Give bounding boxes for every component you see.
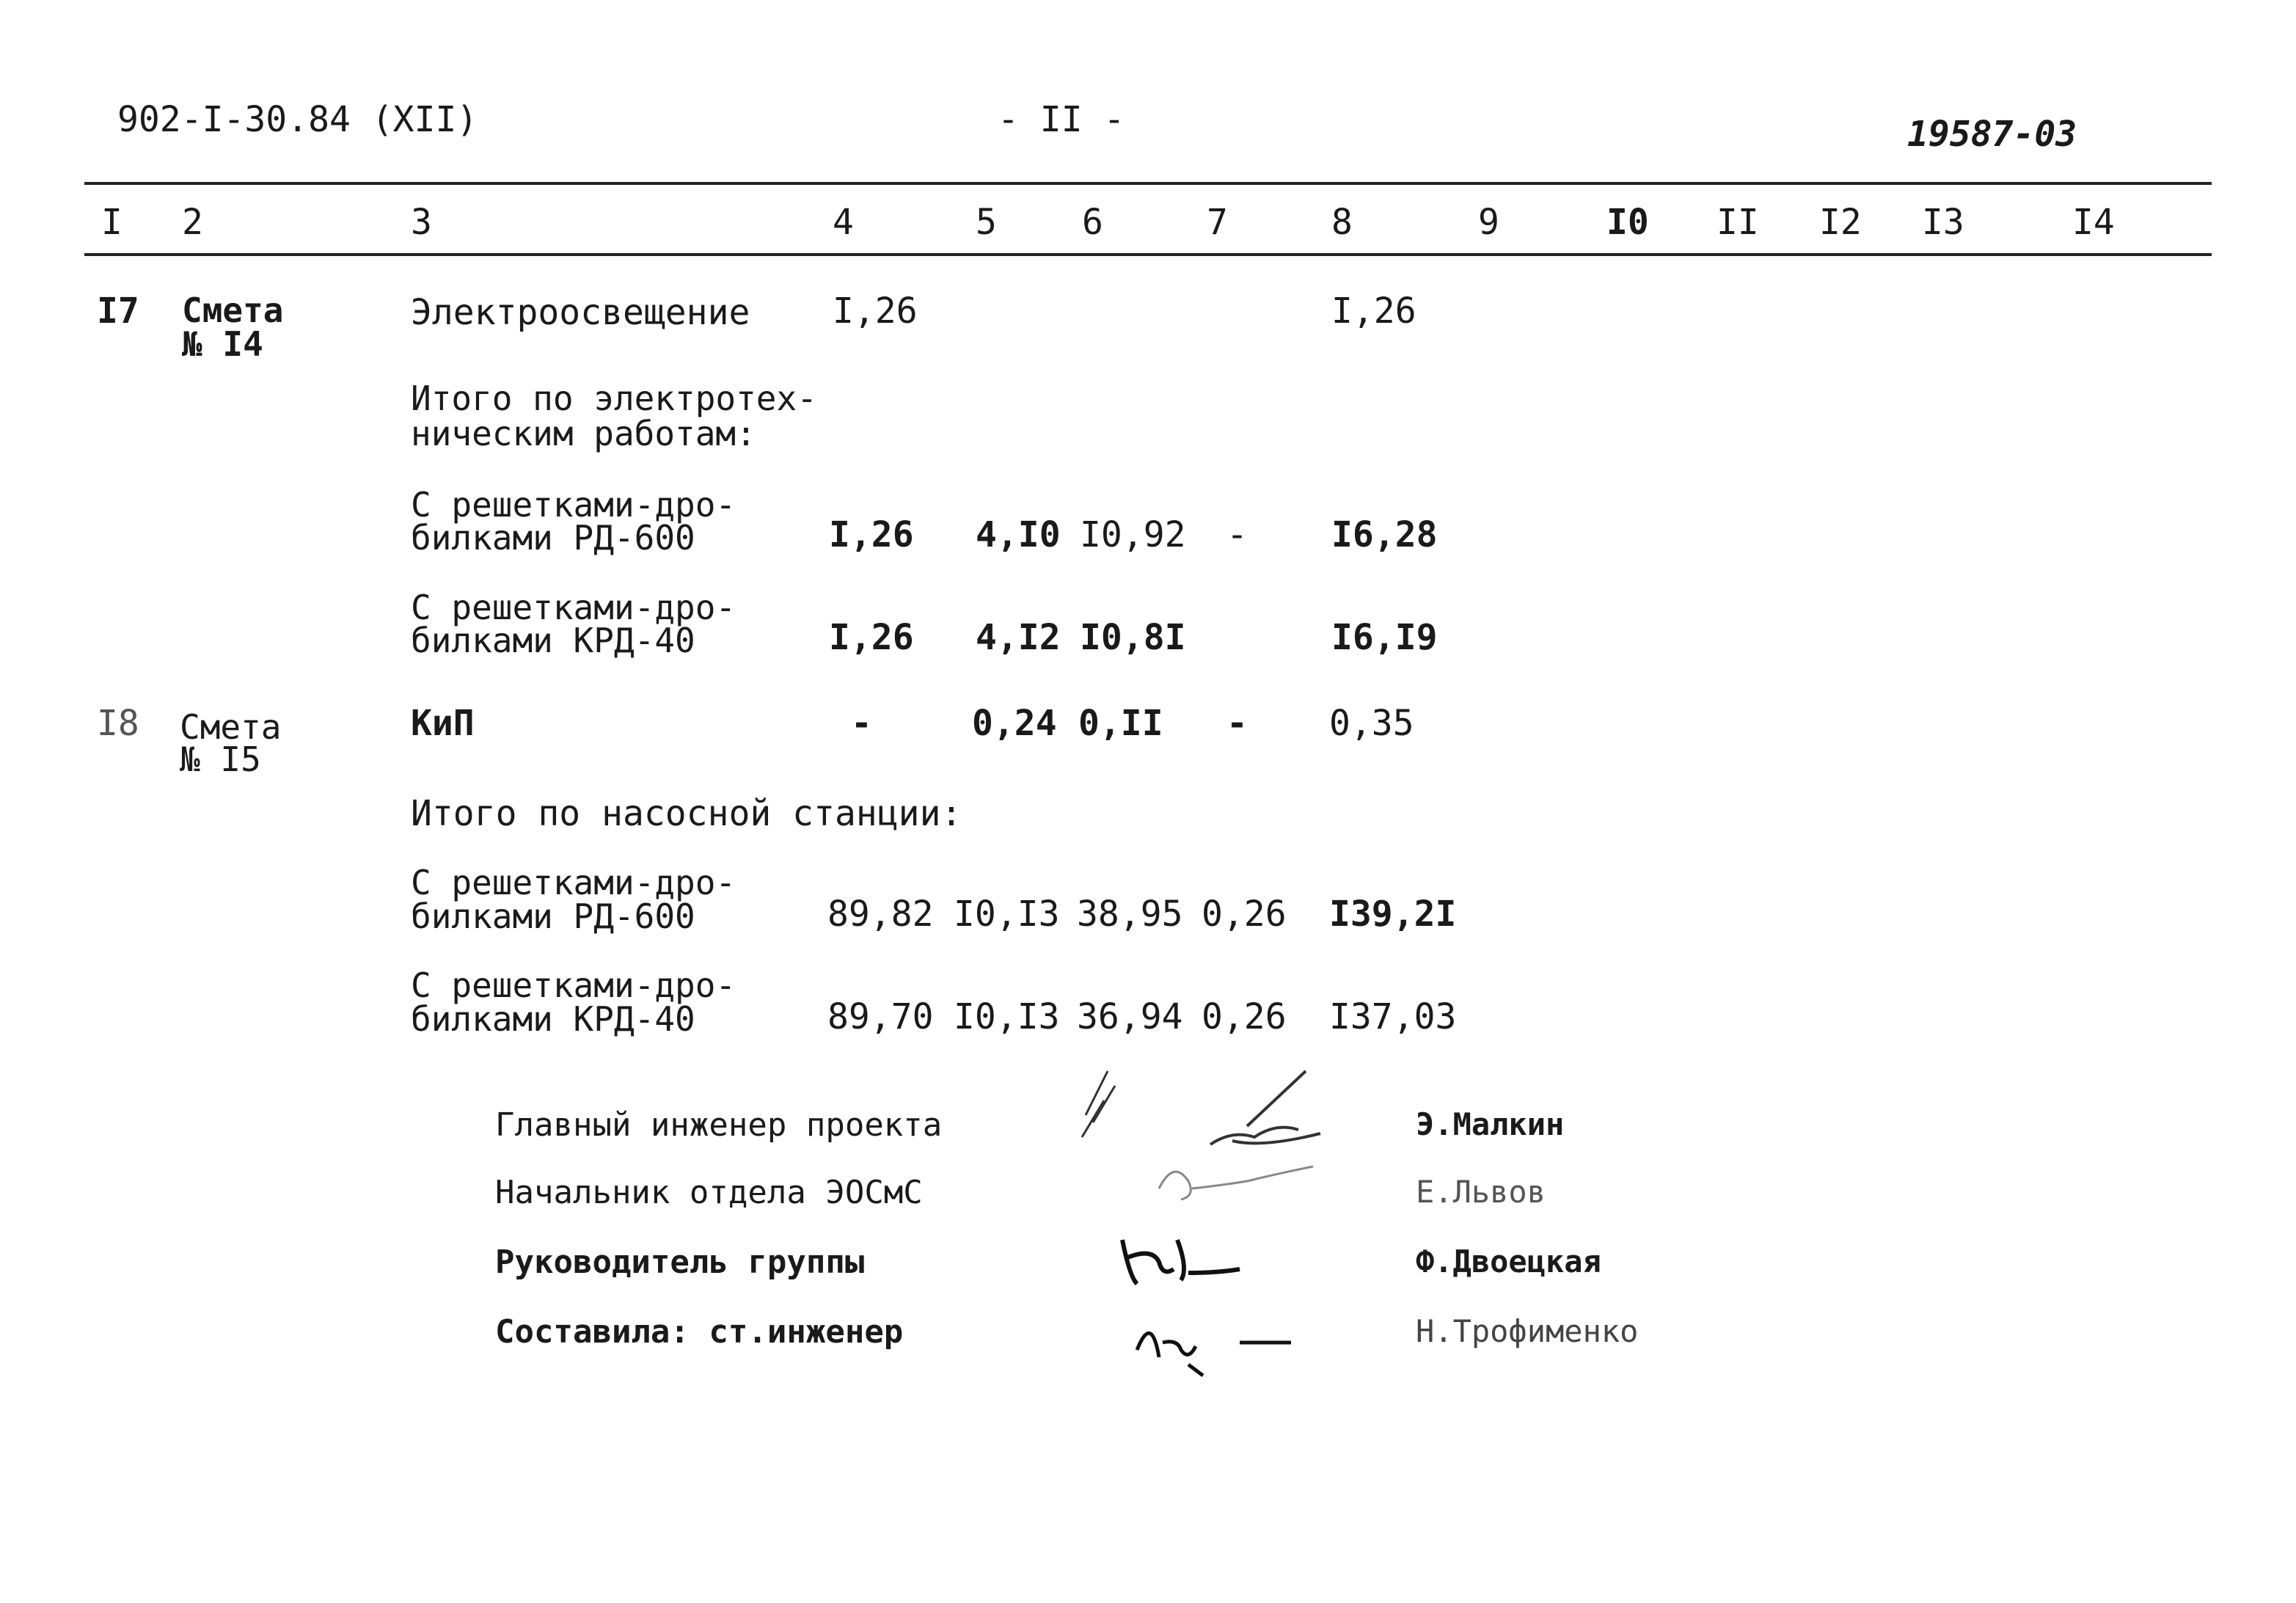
cell-col5: I0,I3 (954, 894, 1060, 935)
signer-title: Главный инженер проекта (495, 1106, 943, 1144)
column-number: 7 (1207, 202, 1228, 243)
column-number: 5 (976, 202, 997, 243)
cell-col6: I0,8I (1080, 617, 1186, 658)
column-number: 6 (1082, 202, 1103, 243)
row-name: билками КРД-40 (411, 999, 695, 1039)
signer-title: Руководитель группы (495, 1244, 865, 1281)
cell-col7: - (1226, 703, 1248, 744)
column-number: II (1716, 202, 1759, 243)
signer-title: Составила: ст.инженер (495, 1313, 904, 1351)
estimate-number: № I4 (182, 324, 263, 364)
signer-name: Е.Львов (1416, 1174, 1546, 1210)
cell-col7: 0,26 (1202, 996, 1287, 1037)
row-name: Итого по электротех- (411, 379, 817, 418)
row-name: билками РД-600 (411, 518, 695, 558)
column-number: 8 (1331, 202, 1353, 243)
estimate-number: № I5 (180, 740, 261, 779)
cell-col4: 89,70 (827, 996, 934, 1037)
cell-col5: 4,I2 (976, 617, 1061, 658)
document-code: 902-I-30.84 (XII) (117, 99, 478, 140)
handwritten-signature-icon (1122, 1144, 1328, 1211)
column-number: 4 (833, 202, 854, 243)
cell-col7: - (1226, 514, 1248, 555)
cell-col8: 0,35 (1329, 703, 1414, 744)
estimate-label: Смета (182, 291, 284, 330)
row-name: С решетками-дро- (411, 588, 736, 627)
stamp-number: 19587-03 (1907, 114, 2077, 155)
row-name: С решетками-дро- (411, 965, 736, 1005)
row-name: Электроосвещение (411, 292, 750, 333)
row-name: С решетками-дро- (411, 485, 736, 525)
header-rule-top (84, 182, 2212, 185)
signer-title: Начальник отдела ЭОСмС (495, 1174, 923, 1211)
column-number: I0 (1606, 202, 1649, 243)
cell-col4: I,26 (829, 617, 914, 658)
column-number: 3 (411, 202, 432, 243)
column-number: 9 (1478, 202, 1499, 243)
cell-col7: 0,26 (1202, 894, 1287, 935)
column-number: I4 (2072, 202, 2115, 243)
cell-col6: I0,92 (1080, 514, 1186, 555)
page-number: - II - (998, 99, 1125, 140)
cell-col8: I,26 (1331, 291, 1416, 332)
estimate-label: Смета (180, 707, 282, 747)
column-number: 2 (182, 202, 203, 243)
handwritten-signature-icon (1122, 1299, 1313, 1379)
cell-col8: I37,03 (1329, 996, 1457, 1037)
cell-col5: I0,I3 (954, 996, 1060, 1037)
signer-name: Э.Малкин (1416, 1106, 1565, 1142)
row-name: билками РД-600 (411, 897, 695, 936)
header-rule-bottom (84, 253, 2212, 256)
column-number: I (101, 202, 123, 243)
cell-col8: I6,28 (1331, 514, 1438, 555)
cell-col8: I39,2I (1329, 894, 1457, 935)
cell-col4: - (851, 703, 872, 744)
cell-col6: 0,II (1078, 703, 1163, 744)
cell-col8: I6,I9 (1331, 617, 1438, 658)
column-number: I2 (1819, 202, 1862, 243)
cell-col6: 38,95 (1077, 894, 1183, 935)
signer-name: Ф.Двоецкая (1416, 1244, 1601, 1279)
column-number: I3 (1922, 202, 1964, 243)
row-name: Итого по насосной станции: (411, 793, 962, 834)
row-number: I7 (97, 291, 139, 332)
row-name: ническим работам: (411, 414, 756, 453)
cell-col4: I,26 (833, 291, 918, 332)
cell-col6: 36,94 (1077, 996, 1183, 1037)
signer-name: Н.Трофименко (1416, 1313, 1639, 1349)
cell-col5: 4,I0 (976, 514, 1061, 555)
row-number: I8 (97, 703, 139, 744)
row-name: С решетками-дро- (411, 863, 736, 902)
cell-col5: 0,24 (972, 703, 1057, 744)
row-name: КиП (411, 703, 475, 744)
handwritten-signature-icon (1108, 1218, 1269, 1291)
cell-col4: I,26 (829, 514, 914, 555)
cell-col4: 89,82 (827, 894, 934, 935)
row-name: билками КРД-40 (411, 621, 695, 660)
